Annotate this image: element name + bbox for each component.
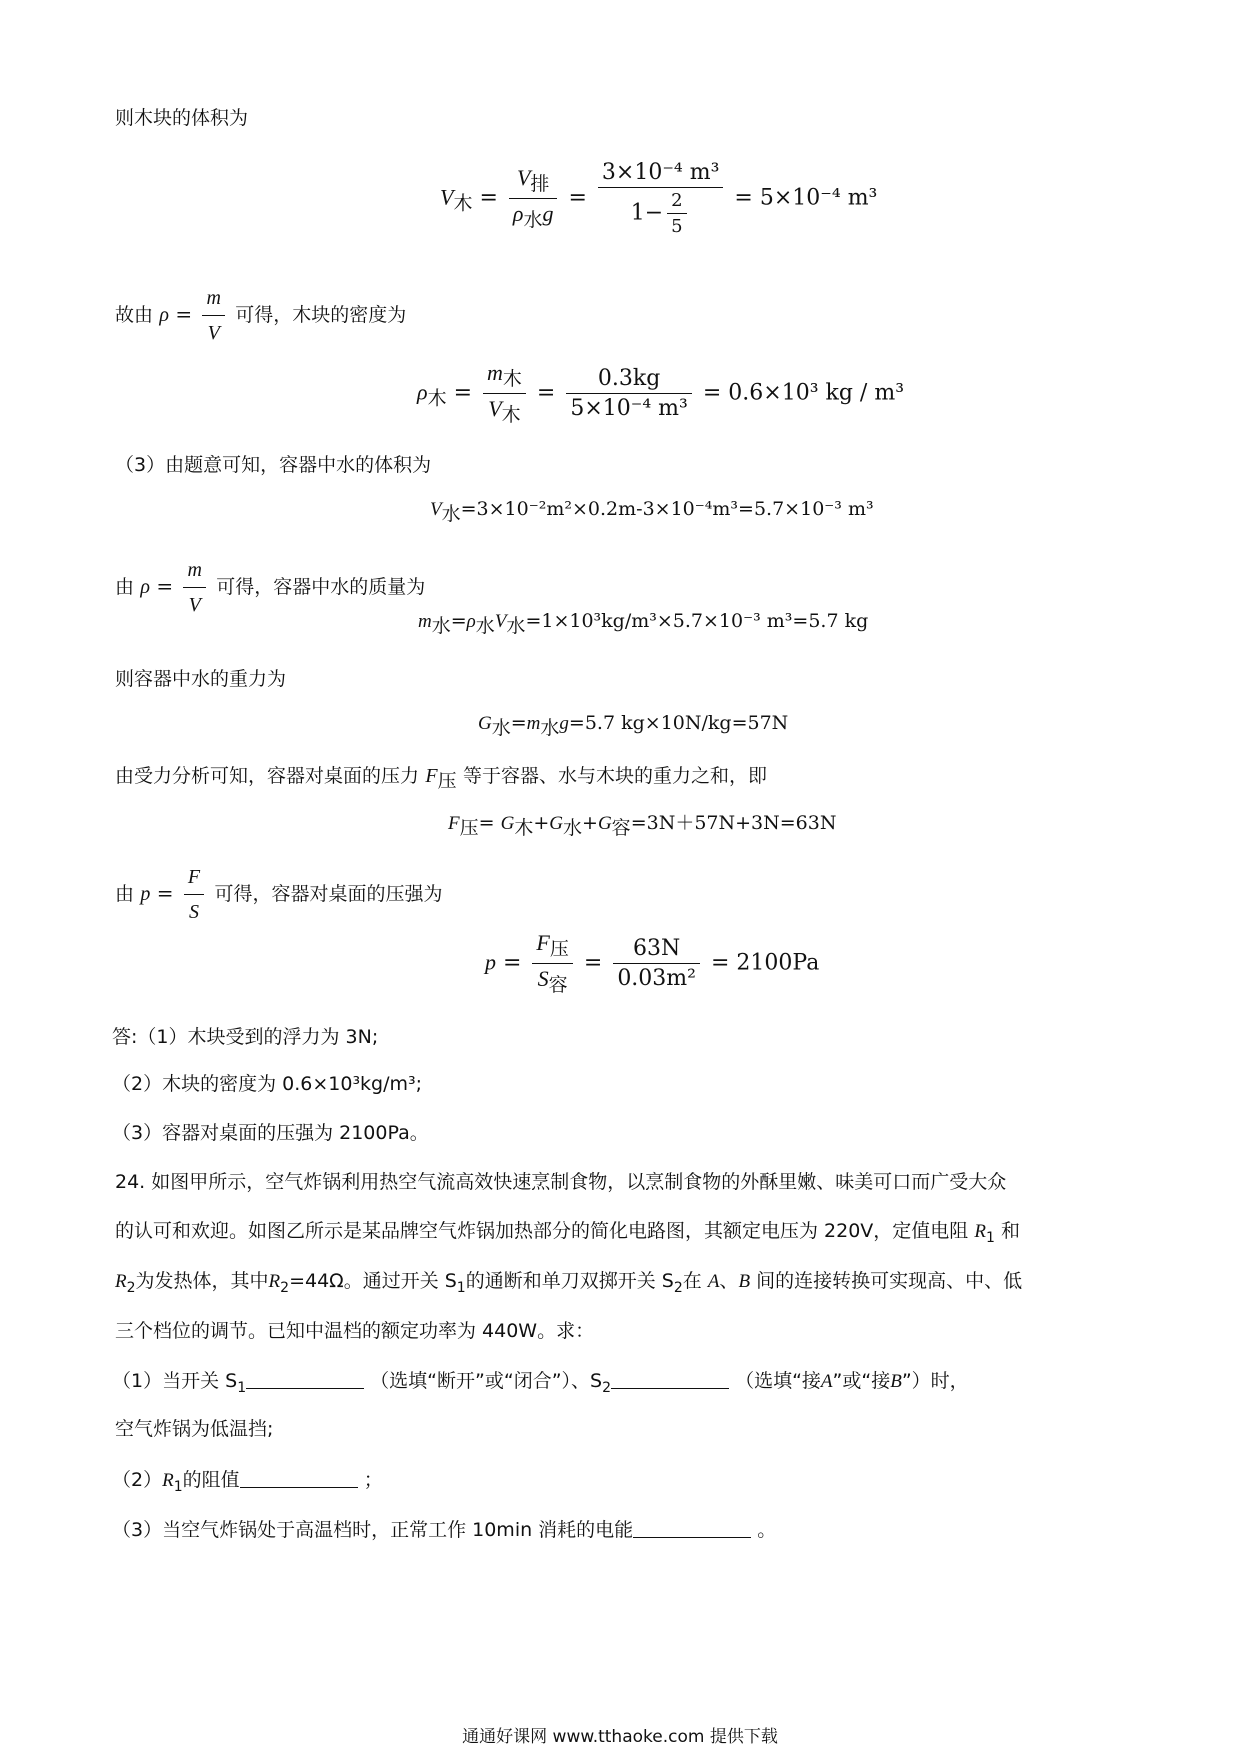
equation-pressure: p = $\frac{\text{F压}}{\text{S容}}$ = $\frac{63N}{\text{0.03m²}}$ = 2100Pa: [485, 930, 820, 996]
answer-line: 答:（1）木块受到的浮力为 3N;: [112, 1026, 379, 1048]
question-line: 三个档位的调节。已知中温档的额定功率为 440W。求：: [115, 1320, 595, 1342]
text-line: 则容器中水的重力为: [115, 668, 287, 690]
equation-volume-water: V水=3×10⁻²m²×0.2m-3×10⁻⁴m³=5.7×10⁻³ m³: [430, 498, 874, 525]
text-line: 由 p = $\frac{F}{S}$ 可得，容器对桌面的压强为: [115, 862, 442, 927]
page-footer: 通通好课网 www.tthaoke.com 提供下载: [462, 1727, 778, 1747]
question-line: $R_2$为发热体，其中$R_2=44\Omega$。通过开关 $S_1$的通断和单刀双掷开关 $S_2$在 A、B 间的连接转换可实现高、中、低: [115, 1270, 1023, 1296]
text-line: 由受力分析可知，容器对桌面的压力 F压 等于容器、水与木块的重力之和，即: [115, 765, 767, 792]
question-part-1: （1）当开关 $S_1$ （选填“断开”或“闭合”）、$S_2$ （选填“接A”或“接B”）时，: [112, 1366, 969, 1403]
text-line: （3）由题意可知，容器中水的体积为: [115, 454, 432, 476]
answer-blank[interactable]: [246, 1366, 364, 1389]
answer-blank[interactable]: [611, 1366, 729, 1389]
text-line: 由 ρ = $\frac{m}{V}$ 可得，容器中水的质量为: [115, 555, 425, 620]
answer-line: （2）木块的密度为 0.6×10³kg/m³;: [112, 1073, 423, 1095]
question-line: 空气炸锅为低温挡;: [115, 1418, 274, 1440]
answer-blank[interactable]: [240, 1465, 358, 1488]
equation-pressure-force: F压= G木+G水+G容=3N＋57N+3N=63N: [448, 812, 837, 839]
question-line: 24. 如图甲所示，空气炸锅利用热空气流高效快速烹制食物，以烹制食物的外酥里嫩、味美可口而广受大众: [115, 1171, 1007, 1193]
question-part-3: （3）当空气炸锅处于高温档时，正常工作 10min 消耗的电能 。: [112, 1515, 776, 1545]
equation-density-wood: ρ木 = $\frac{\text{m木}}{\text{V木}}$ = $\frac{0.3kg}{\text{5×10⁻⁴ m³}}$ = 0.6×10³ kg / m³: [417, 360, 905, 426]
equation-mass-water: m水=ρ水V水=1×10³kg/m³×5.7×10⁻³ m³=5.7 kg: [418, 610, 869, 637]
text-line: 则木块的体积为: [115, 107, 249, 129]
text-line: 故由 ρ = $\frac{m}{V}$ 可得，木块的密度为: [115, 283, 406, 348]
question-part-2: $(2)R_1$的阻值 ；: [112, 1465, 383, 1502]
equation-weight-water: G水=m水g=5.7 kg×10N/kg=57N: [478, 712, 789, 739]
answer-blank[interactable]: [633, 1515, 751, 1538]
answer-line: （3）容器对桌面的压强为 2100Pa。: [112, 1122, 429, 1144]
question-line: 的认可和欢迎。如图乙所示是某品牌空气炸锅加热部分的简化电路图，其额定电压为 220V，定值电阻 $R_1$ 和: [115, 1220, 1020, 1246]
equation-volume-wood: V木 = $\frac{\text{V排}}{\text{ρ水g}}$ = 3×10⁻⁴ m³ 1− $\frac{2}{5}$ = 5×10⁻⁴ m³: [440, 160, 878, 237]
